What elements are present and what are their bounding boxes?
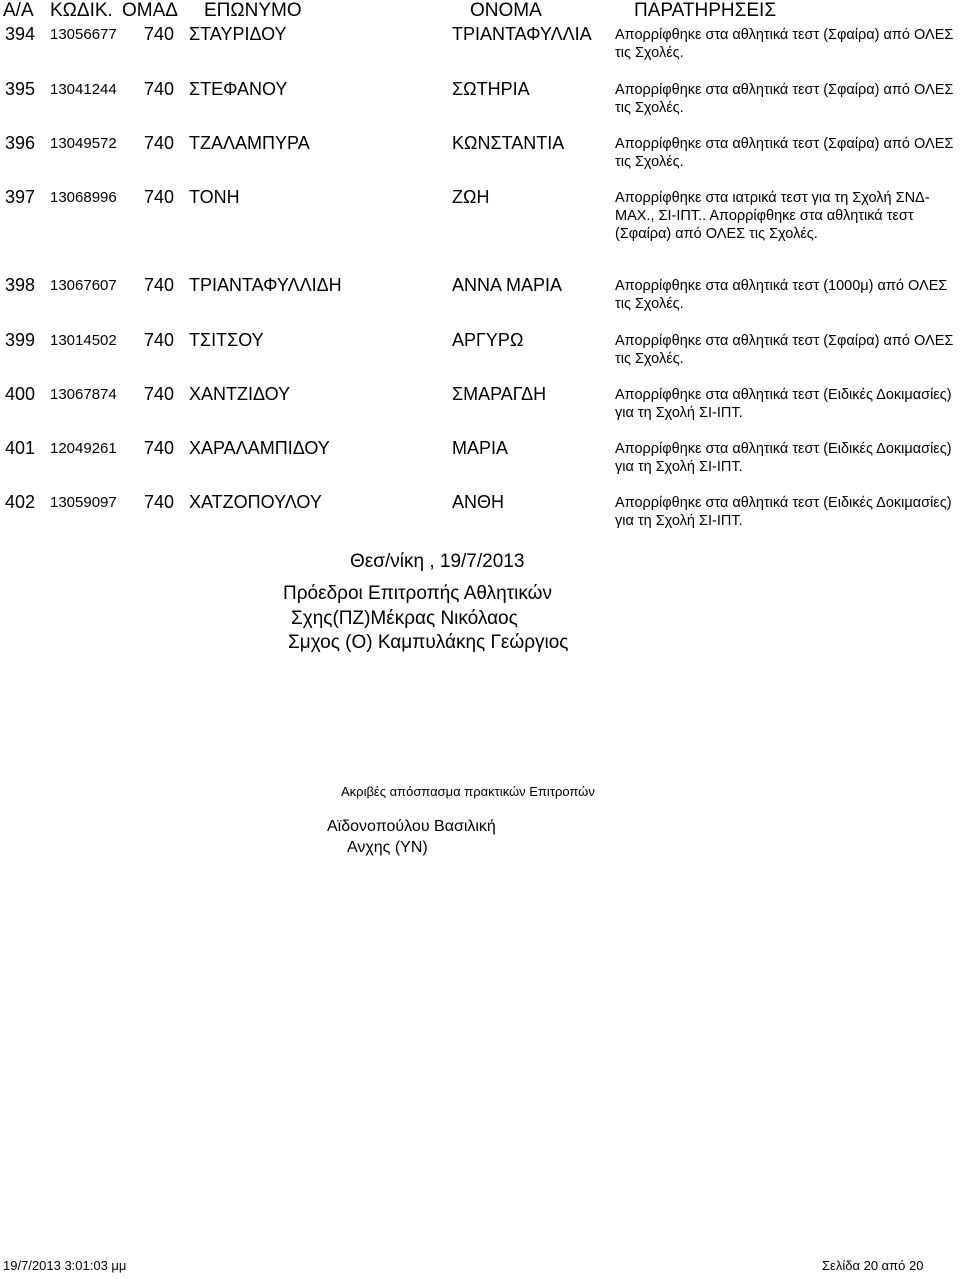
row-aa: 395: [5, 79, 36, 99]
row-note: Απορρίφθηκε στα ιατρικά τεστ για τη Σχολή ΣΝΔ-ΜΑΧ., ΣΙ-ΙΠΤ.. Απορρίφθηκε στα αθλητικά τεστ (Σφαίρα) από ΟΛΕΣ τις Σχολές.: [615, 190, 930, 242]
certified-extract: Ακριβές απόσπασμα πρακτικών Επιτροπών: [341, 784, 595, 799]
row-name: ΤΡΙΑΝΤΑΦΥΛΛΙΑ: [452, 24, 592, 44]
row-group: 740: [144, 79, 175, 99]
row-group: 740: [144, 438, 175, 458]
row-code: 13067607: [50, 277, 117, 294]
row-code: 13041244: [50, 81, 117, 98]
row-surname: ΤΡΙΑΝΤΑΦΥΛΛΙΔΗ: [189, 275, 342, 295]
row-code: 13068996: [50, 189, 117, 206]
row-code: 13056677: [50, 26, 117, 43]
row-name: ΑΝΘΗ: [452, 492, 505, 512]
row-aa: 397: [5, 187, 36, 207]
row-group: 740: [144, 275, 175, 295]
row-surname: ΣΤΑΥΡΙΔΟΥ: [189, 24, 287, 44]
header-name: ΟΝΟΜΑ: [470, 0, 542, 21]
row-surname: ΧΑΡΑΛΑΜΠΙΔΟΥ: [189, 438, 330, 458]
row-name: ΜΑΡΙΑ: [452, 438, 509, 458]
row-name: ΣΜΑΡΑΓΔΗ: [452, 384, 547, 404]
row-note: Απορρίφθηκε στα αθλητικά τεστ (1000μ) από ΟΛΕΣ τις Σχολές.: [615, 278, 948, 312]
row-aa: 402: [5, 492, 36, 512]
header-group: ΟΜΑΔ: [122, 0, 178, 21]
row-code: 13059097: [50, 494, 117, 511]
row-surname: ΤΣΙΤΣΟΥ: [189, 330, 264, 350]
row-code: 13014502: [50, 332, 117, 349]
row-note: Απορρίφθηκε στα αθλητικά τεστ (Σφαίρα) από ΟΛΕΣ τις Σχολές.: [615, 27, 954, 61]
row-group: 740: [144, 384, 175, 404]
footer-timestamp: 19/7/2013 3:01:03 μμ: [3, 1258, 127, 1273]
row-code: 13049572: [50, 135, 117, 152]
clerk-rank: Ανχης (ΥΝ): [347, 839, 428, 856]
footer-page-number: Σελίδα 20 από 20: [822, 1258, 924, 1273]
row-note: Απορρίφθηκε στα αθλητικά τεστ (Ειδικές Δοκιμασίες) για τη Σχολή ΣΙ-ΙΠΤ.: [615, 495, 952, 529]
header-notes: ΠΑΡΑΤΗΡΗΣΕΙΣ: [634, 0, 777, 21]
row-group: 740: [144, 133, 175, 153]
row-note: Απορρίφθηκε στα αθλητικά τεστ (Σφαίρα) από ΟΛΕΣ τις Σχολές.: [615, 82, 954, 116]
header-aa: Α/Α: [3, 0, 34, 21]
row-surname: ΤΖΑΛΑΜΠΥΡΑ: [189, 133, 310, 153]
header-surname: ΕΠΩΝΥΜΟ: [204, 0, 302, 21]
row-surname: ΧΑΝΤΖΙΔΟΥ: [189, 384, 291, 404]
row-group: 740: [144, 24, 175, 44]
row-group: 740: [144, 492, 175, 512]
row-aa: 396: [5, 133, 36, 153]
row-surname: ΤΟΝΗ: [189, 187, 240, 207]
row-group: 740: [144, 330, 175, 350]
row-aa: 398: [5, 275, 36, 295]
header-code: ΚΩΔΙΚ.: [50, 0, 113, 21]
row-name: ΑΡΓΥΡΩ: [452, 330, 524, 350]
row-code: 13067874: [50, 386, 117, 403]
row-aa: 394: [5, 24, 36, 44]
row-name: ΑΝΝΑ ΜΑΡΙΑ: [452, 275, 563, 295]
row-surname: ΣΤΕΦΑΝΟΥ: [189, 79, 288, 99]
row-note: Απορρίφθηκε στα αθλητικά τεστ (Ειδικές Δοκιμασίες) για τη Σχολή ΣΙ-ΙΠΤ.: [615, 441, 952, 475]
row-aa: 399: [5, 330, 36, 350]
committee-member-1: Σχης(ΠΖ)Μέκρας Νικόλαος: [291, 608, 518, 629]
place-date: Θεσ/νίκη , 19/7/2013: [350, 551, 525, 572]
row-aa: 401: [5, 438, 36, 458]
row-surname: ΧΑΤΖΟΠΟΥΛΟΥ: [189, 492, 322, 512]
clerk-name: Αϊδονοπούλου Βασιλική: [327, 818, 496, 835]
row-code: 12049261: [50, 440, 117, 457]
committee-member-2: Σμχος (Ο) Καμπυλάκης Γεώργιος: [288, 632, 569, 653]
committee-title: Πρόεδροι Επιτροπής Αθλητικών: [283, 583, 552, 604]
table-header: [0, 0, 960, 24]
row-name: ΣΩΤΗΡΙΑ: [452, 79, 530, 99]
row-name: ΚΩΝΣΤΑΝΤΙΑ: [452, 133, 565, 153]
row-aa: 400: [5, 384, 36, 404]
row-name: ΖΩΗ: [452, 187, 490, 207]
row-note: Απορρίφθηκε στα αθλητικά τεστ (Σφαίρα) από ΟΛΕΣ τις Σχολές.: [615, 333, 954, 367]
row-note: Απορρίφθηκε στα αθλητικά τεστ (Ειδικές Δοκιμασίες) για τη Σχολή ΣΙ-ΙΠΤ.: [615, 387, 952, 421]
row-group: 740: [144, 187, 175, 207]
row-note: Απορρίφθηκε στα αθλητικά τεστ (Σφαίρα) από ΟΛΕΣ τις Σχολές.: [615, 136, 954, 170]
